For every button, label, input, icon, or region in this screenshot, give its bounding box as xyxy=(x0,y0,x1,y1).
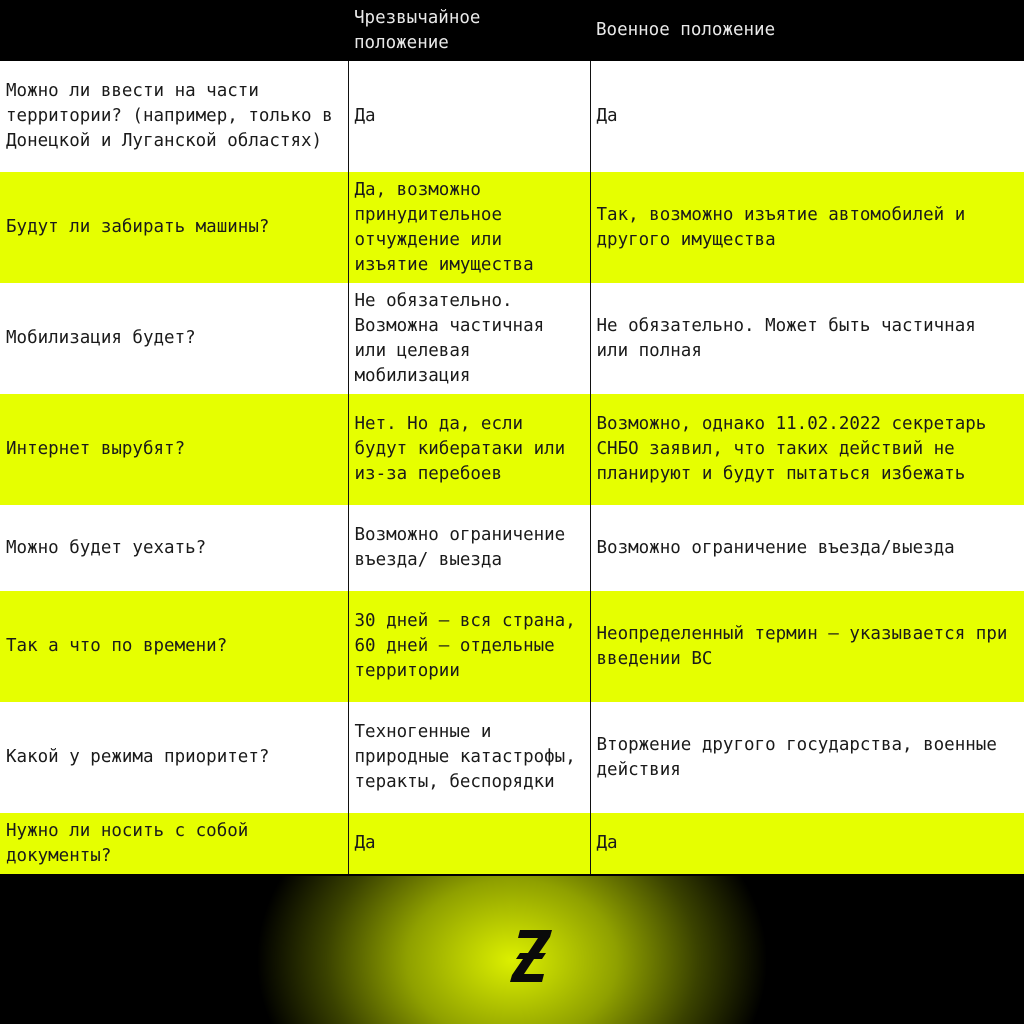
question-cell: Какой у режима приоритет? xyxy=(0,702,348,813)
emergency-cell: Да xyxy=(348,61,590,172)
martial-cell: Неопределенный термин – указывается при введении ВС xyxy=(590,591,1024,702)
header-corner xyxy=(0,0,348,61)
table-row xyxy=(0,505,1024,591)
martial-cell: Да xyxy=(590,813,1024,874)
table-header xyxy=(0,0,1024,61)
question-cell: Будут ли забирать машины? xyxy=(0,172,348,283)
footer-glow xyxy=(0,876,1024,1024)
z-logo-icon xyxy=(506,928,558,984)
emergency-cell: Возможно ограничение въезда/ выезда xyxy=(348,505,590,591)
martial-cell: Так, возможно изъятие автомобилей и другого имущества xyxy=(590,172,1024,283)
table-row xyxy=(0,394,1024,505)
header-emergency: Чрезвычайное положение xyxy=(348,0,590,61)
emergency-cell: Не обязательно. Возможна частичная или целевая мобилизация xyxy=(348,283,590,394)
emergency-cell: Да, возможно принудительное отчуждение или изъятие имущества xyxy=(348,172,590,283)
martial-cell: Возможно, однако 11.02.2022 секретарь СНБО заявил, что таких действий не планируют и будут пытаться избежать xyxy=(590,394,1024,505)
martial-cell: Возможно ограничение въезда/выезда xyxy=(590,505,1024,591)
question-cell: Можно будет уехать? xyxy=(0,505,348,591)
question-cell: Интернет вырубят? xyxy=(0,394,348,505)
emergency-cell: Да xyxy=(348,813,590,874)
emergency-cell: Техногенные и природные катастрофы, теракты, беспорядки xyxy=(348,702,590,813)
table-row xyxy=(0,591,1024,702)
question-cell: Так а что по времени? xyxy=(0,591,348,702)
table-row xyxy=(0,283,1024,394)
header-martial: Военное положение xyxy=(590,0,1024,61)
table-row xyxy=(0,61,1024,172)
question-cell: Можно ли ввести на части территории? (например, только в Донецкой и Луганской областях) xyxy=(0,61,348,172)
table-row xyxy=(0,172,1024,283)
martial-cell: Не обязательно. Может быть частичная или полная xyxy=(590,283,1024,394)
martial-cell: Да xyxy=(590,61,1024,172)
table-row xyxy=(0,702,1024,813)
question-cell: Мобилизация будет? xyxy=(0,283,348,394)
question-cell: Нужно ли носить с собой документы? xyxy=(0,813,348,874)
martial-cell: Вторжение другого государства, военные действия xyxy=(590,702,1024,813)
table-row xyxy=(0,813,1024,874)
emergency-cell: Нет. Но да, если будут кибератаки или из-за перебоев xyxy=(348,394,590,505)
emergency-cell: 30 дней – вся страна, 60 дней – отдельные территории xyxy=(348,591,590,702)
